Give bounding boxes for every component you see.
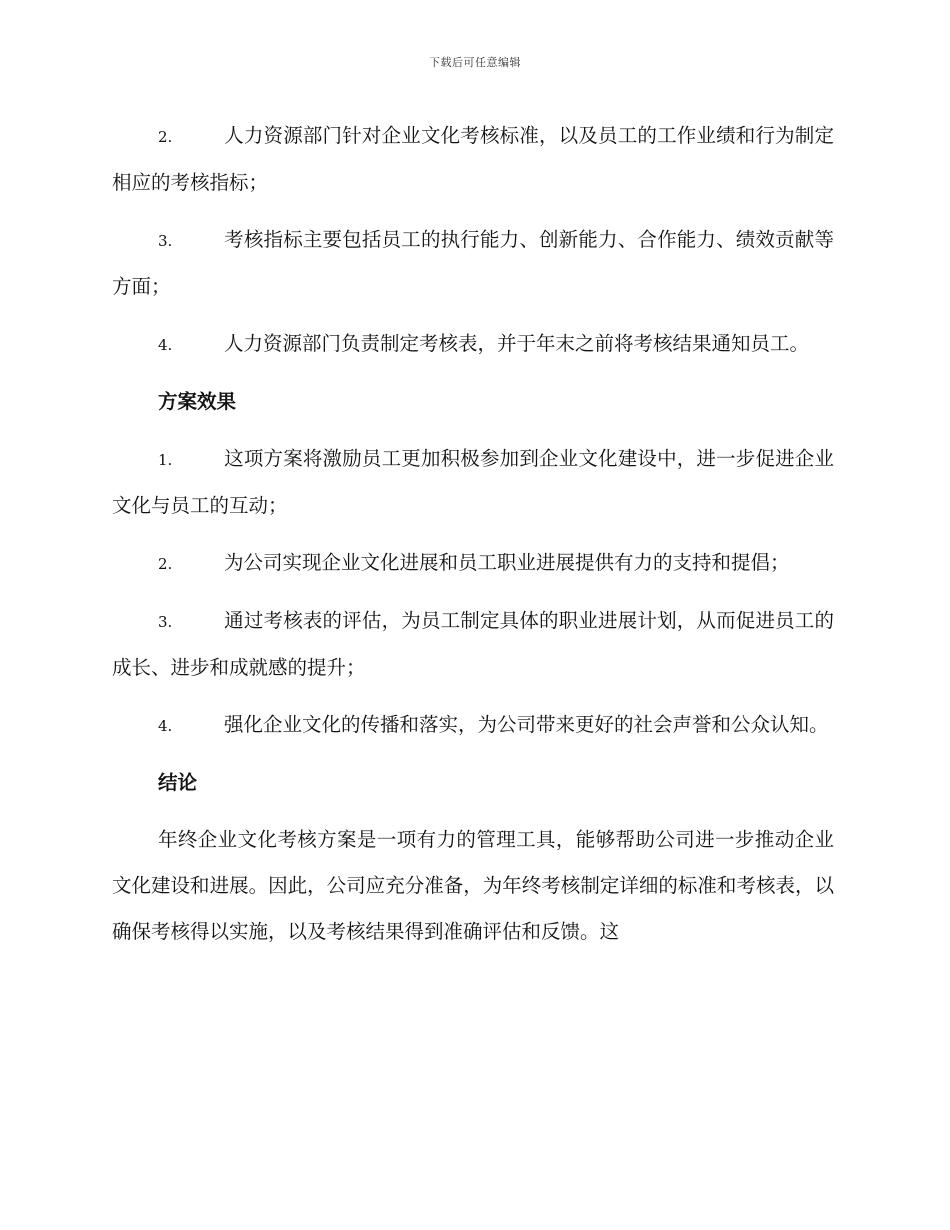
list-item — [112, 217, 834, 310]
list-item — [112, 540, 834, 587]
list-number: 4. — [158, 717, 173, 735]
list-text: 人力资源部门负责制定考核表，并于年末之前将考核结果通知员工。 — [224, 332, 810, 355]
section-heading-effects: 方案效果 — [158, 390, 237, 413]
list-item — [112, 321, 834, 368]
list-text: 为公司实现企业文化进展和员工职业进展提供有力的支持和提倡； — [224, 551, 790, 574]
list-text: 通过考核表的评估，为员工制定具体的职业进展计划，从而促进员工的成长、进步和成就感的提升； — [112, 609, 834, 679]
section-heading-conclusion: 结论 — [158, 771, 198, 794]
list-item — [112, 598, 834, 691]
list-text: 考核指标主要包括员工的执行能力、创新能力、合作能力、绩效贡献等方面； — [112, 228, 834, 298]
list-item — [112, 702, 834, 749]
list-item — [112, 436, 834, 529]
document-body — [112, 113, 834, 955]
list-item — [112, 113, 834, 206]
list-number: 3. — [158, 232, 173, 250]
list-text: 人力资源部门针对企业文化考核标准，以及员工的工作业绩和行为制定相应的考核指标； — [112, 124, 834, 194]
conclusion-paragraph: 年终企业文化考核方案是一项有力的管理工具，能够帮助公司进一步推动企业文化建设和进展。因此，公司应充分准备，为年终考核制定详细的标准和考核表，以确保考核得以实施，以及考核结果得到准确评估和反馈。这 — [112, 828, 834, 943]
list-number: 2. — [158, 128, 173, 146]
list-number: 2. — [158, 555, 173, 573]
page-header: 下载后可任意编辑 — [429, 56, 521, 69]
list-number: 3. — [158, 613, 173, 631]
list-text: 强化企业文化的传播和落实，为公司带来更好的社会声誉和公众认知。 — [224, 713, 829, 736]
list-number: 1. — [158, 451, 173, 469]
list-number: 4. — [158, 336, 173, 354]
list-text: 这项方案将激励员工更加积极参加到企业文化建设中，进一步促进企业文化与员工的互动； — [112, 447, 834, 517]
